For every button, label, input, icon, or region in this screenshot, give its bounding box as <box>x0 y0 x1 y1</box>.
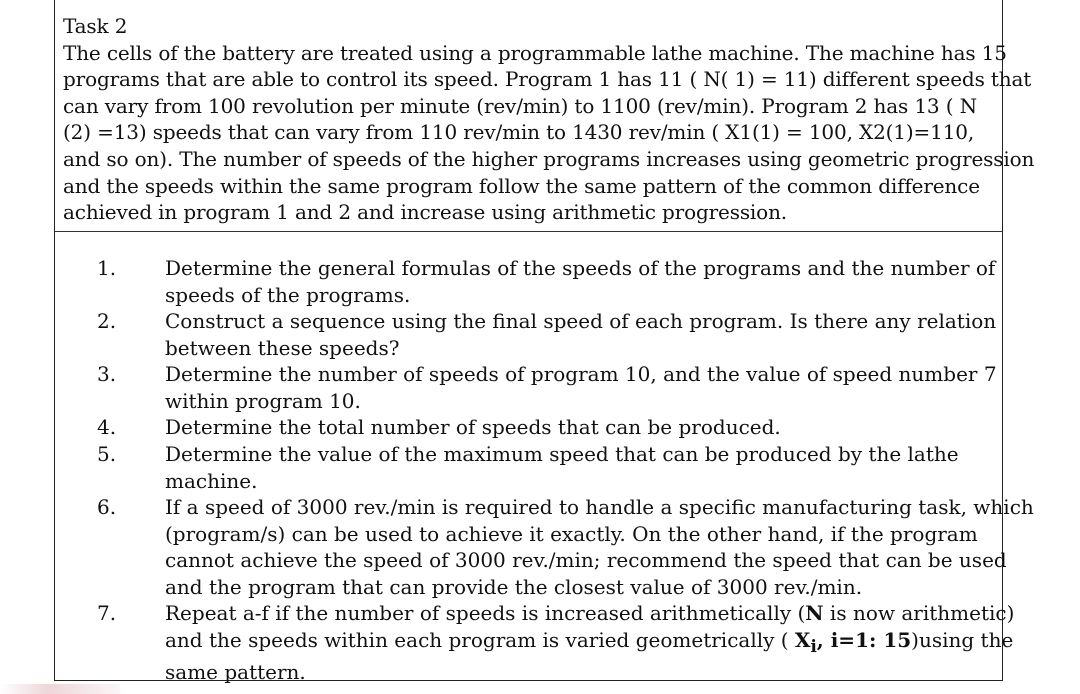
question-line <box>165 600 1015 627</box>
question-item <box>55 600 1015 685</box>
question-number: 7. <box>97 601 117 625</box>
question-line: Determine the total number of speeds that can be produced. <box>165 415 781 439</box>
paragraph-line: and the speeds within the same program follow the same pattern of the common difference <box>63 173 980 198</box>
question-line: and the program that can provide the closest value of 3000 rev./min. <box>165 574 863 599</box>
question-item <box>55 308 1002 361</box>
text-run: and the speeds within each program is varied geometrically ( <box>165 627 795 652</box>
question-line: Determine the number of speeds of program 10, and the value of speed number 7 <box>165 362 997 386</box>
text-run: )using the <box>911 627 1014 652</box>
text-run: Repeat a-f if the number of speeds is increased arithmetically ( <box>165 601 806 625</box>
task-description <box>63 13 1035 226</box>
question-line: Determine the general formulas of the speeds of the programs and the number of <box>165 256 996 280</box>
subscript: i <box>810 635 817 656</box>
question-number: 6. <box>97 495 117 519</box>
paragraph-line: (2) =13) speeds that can vary from 110 rev/min to 1430 rev/min ( X1(1) = 100, X2(1)=110, <box>63 120 975 145</box>
question-line: between these speeds? <box>165 335 400 360</box>
question-text <box>165 361 1002 414</box>
question-line: If a speed of 3000 rev./min is required to handle a specific manufacturing task, which <box>165 495 1034 519</box>
question-text <box>165 414 1002 441</box>
paragraph-line: The cells of the battery are treated using a programmable lathe machine. The machine has 15 <box>63 40 1007 65</box>
bold-symbol: N <box>805 601 824 625</box>
bold-symbol: X <box>794 627 811 652</box>
question-line <box>165 627 1014 660</box>
edge-smudge <box>0 684 120 694</box>
question-list <box>55 255 1034 685</box>
question-item <box>55 361 1002 414</box>
question-line: (program/s) can be used to achieve it exactly. On the other hand, if the program <box>165 521 978 546</box>
bold-symbol: , i=1: 15 <box>816 627 912 652</box>
question-item <box>55 414 1002 441</box>
question-line: speeds of the programs. <box>165 282 411 307</box>
paragraph-line: achieved in program 1 and 2 and increase using arithmetic progression. <box>63 200 788 225</box>
question-item <box>55 255 1002 308</box>
paragraph-line: and so on). The number of speeds of the higher programs increases using geometric progression <box>63 146 1035 171</box>
question-line: same pattern. <box>165 660 306 685</box>
question-item <box>55 441 1002 494</box>
question-line: machine. <box>165 468 258 493</box>
text-run: is now arithmetic) <box>823 601 1015 625</box>
task-title: Task 2 <box>63 14 128 38</box>
task-frame <box>54 0 1035 685</box>
question-line: within program 10. <box>165 388 361 413</box>
question-number: 5. <box>97 442 117 466</box>
question-number: 4. <box>97 415 117 439</box>
paragraph-line: programs that are able to control its speed. Program 1 has 11 ( N( 1) = 11) different speeds that <box>63 67 1032 92</box>
question-text <box>165 441 1002 494</box>
question-line: Determine the value of the maximum speed that can be produced by the lathe <box>165 442 959 466</box>
question-line: cannot achieve the speed of 3000 rev./min; recommend the speed that can be used <box>165 548 1007 573</box>
question-line: Construct a sequence using the final speed of each program. Is there any relation <box>165 309 997 333</box>
question-number: 1. <box>97 256 117 280</box>
question-number: 2. <box>97 309 117 333</box>
question-item <box>55 494 1034 600</box>
question-text <box>165 255 1002 308</box>
question-text <box>165 308 1002 361</box>
section-divider <box>55 231 1002 232</box>
question-text <box>165 494 1034 600</box>
paragraph-line: can vary from 100 revolution per minute (rev/min) to 1100 (rev/min). Program 2 has 13 ( N <box>63 93 977 118</box>
question-number: 3. <box>97 362 117 386</box>
question-text <box>165 600 1015 686</box>
